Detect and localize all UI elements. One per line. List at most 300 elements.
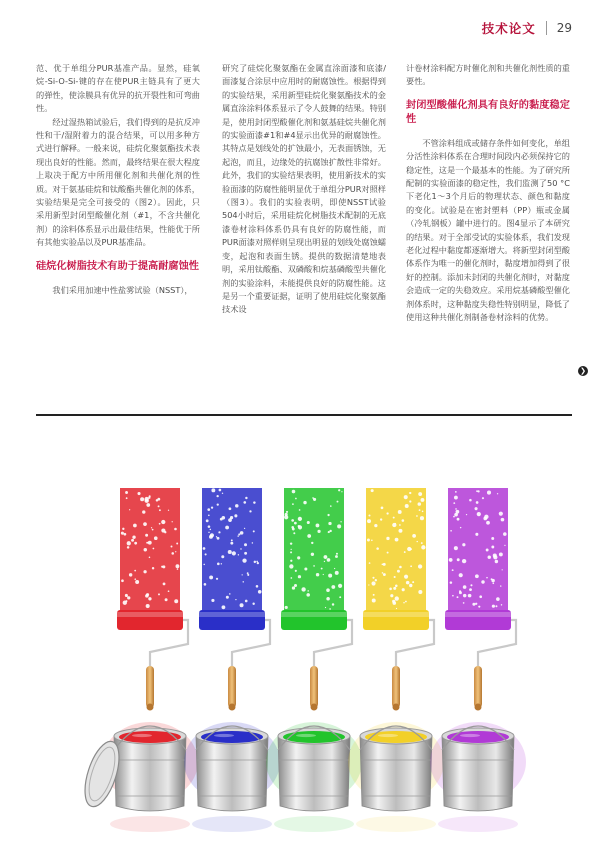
paint-speckle [317,530,320,533]
paint-speckle [229,507,232,510]
paint-rollers-photo [0,440,600,849]
paint-speckle [235,504,238,507]
paint-speckle [127,596,130,599]
paint-speckle [367,519,371,523]
paint-speckle [149,557,151,559]
paint-speckle [143,522,147,526]
paint-speckle [487,491,491,495]
paint-speckle [228,550,232,554]
paint-speckle [311,542,313,544]
column-2 [222,62,386,317]
paint-speckle [242,558,246,562]
paint-speckle [240,603,244,607]
paint-speckle [404,551,406,553]
paint-speckle [341,491,342,492]
paint-speckle [291,519,294,522]
paint-speckle [455,508,457,510]
paint-speckle [475,603,477,605]
paint-speckle [242,574,243,575]
paint-speckle [403,602,404,603]
paint-speckle [146,542,148,544]
paint-speckle [502,569,503,570]
paint-speckle [294,584,297,587]
paint-speckle [125,594,128,597]
paint-speckle [418,564,422,568]
paint-speckle [409,500,411,502]
paint-can [442,736,514,811]
handle-end [311,704,318,711]
paint-speckle [135,580,139,584]
paint-speckle [316,524,320,528]
paint-speckle [472,603,475,606]
paint-speckle [491,546,494,549]
paint-streak [284,488,344,612]
paint-speckle [245,600,248,603]
paint-speckle [129,509,130,510]
paint-speckle [327,514,329,516]
paint-speckle [299,509,301,511]
paint-speckle [291,549,292,550]
paint-speckle [222,493,223,494]
paint-speckle [327,558,331,562]
paint-speckle [392,600,395,603]
paint-speckle [172,521,173,522]
paint-speckle [208,514,210,516]
paint-speckle [230,542,233,545]
paint-shine [296,734,316,737]
paint-speckle [171,552,174,555]
header-divider [546,21,547,35]
paint-speckle [386,512,388,514]
paint-speckle [371,540,373,542]
paint-illustration [0,440,600,849]
paint-speckle [211,599,214,602]
paint-speckle [311,553,314,556]
paint-speckle [338,489,340,491]
paint-speckle [337,524,341,528]
paint-speckle [240,548,241,549]
paint-speckle [221,555,224,558]
paint-speckle [381,506,384,509]
paint-speckle [493,553,497,557]
paint-speckle [469,588,472,591]
paint-speckle [383,573,386,576]
paint-speckle [290,542,292,544]
paint-speckle [382,572,384,574]
paint-speckle [142,510,145,513]
paint-speckle [146,604,150,608]
paint-speckle [121,532,124,535]
paint-speckle [204,583,207,586]
paint-speckle [404,575,408,579]
paint-speckle [450,530,452,532]
paint-speckle [216,495,218,497]
roller-green [266,488,362,832]
paint-speckle [171,546,173,548]
paint-speckle [140,497,144,501]
paint-speckle [463,594,466,597]
paint-speckle [462,543,465,546]
roller-highlight [363,612,429,617]
roller-highlight [445,612,511,617]
paint-speckle [398,529,402,533]
paint-speckle [371,489,374,492]
paint-speckle [316,573,319,576]
floor-reflection [438,816,518,832]
paint-speckle [469,499,472,502]
paint-speckle [313,565,315,567]
paint-speckle [134,570,136,572]
paint-speckle [376,547,379,550]
paint-speckle [298,575,301,578]
paint-speckle [492,605,495,608]
paint-speckle [152,567,154,569]
paint-speckle [457,596,459,598]
paint-speckle [253,501,255,503]
paint-shine [378,734,398,737]
paint-speckle [148,541,152,545]
paint-speckle [209,575,213,579]
paint-speckle [218,531,220,533]
paint-speckle [176,543,178,545]
paint-speckle [475,507,478,510]
roller-handle [392,666,400,708]
paint-speckle [216,536,217,537]
paint-speckle [367,539,370,542]
paint-speckle [284,515,288,519]
paint-speckle [222,605,226,609]
column-1 [36,62,200,297]
roller-handle [228,666,236,708]
paint-speckle [174,528,177,531]
paint-speckle [208,532,209,533]
paint-speckle [460,527,461,528]
paint-speckle [298,517,302,521]
paint-speckle [207,508,210,511]
paint-speckle [337,501,339,503]
paint-speckle [405,601,407,603]
can-paint [119,731,181,743]
paint-speckle [402,588,405,591]
paint-speckle [161,528,165,532]
paint-speckle [491,578,493,580]
paint-speckle [462,559,466,563]
paint-speckle [154,536,158,540]
paint-speckle [399,524,401,526]
paint-speckle [387,552,389,554]
paint-speckle [496,597,500,601]
paint-speckle [459,573,463,577]
paint-speckle [177,568,179,570]
paint-speckle [121,579,124,582]
paint-speckle [126,497,128,499]
paint-speckle [168,590,170,592]
paint-speckle [395,538,399,542]
paint-speckle [412,534,416,538]
paint-speckle [292,490,296,494]
paint-speckle [419,509,421,511]
paint-speckle [421,545,425,549]
floor-reflection [110,816,190,832]
paint-speckle [256,585,259,588]
paint-speckle [459,591,462,594]
paint-speckle [143,570,146,573]
floor-reflection [356,816,436,832]
paint-speckle [211,488,215,492]
paint-speckle [397,570,400,573]
paint-speckle [307,590,309,592]
paint-speckle [495,560,498,563]
roller-highlight [117,612,183,617]
paint-speckle [457,558,460,561]
paint-speckle [146,503,150,507]
paint-speckle [144,497,148,501]
paint-speckle [125,491,128,494]
paint-speckle [206,519,209,522]
floor-reflection [192,816,272,832]
paint-speckle [331,585,335,589]
paint-speckle [295,570,297,572]
paint-speckle [124,533,127,536]
paint-speckle [237,535,238,536]
paint-speckle [389,588,392,591]
paint-speckle [152,529,154,531]
paint-speckle [421,498,425,502]
paint-speckle [466,514,467,515]
paint-speckle [298,525,302,529]
paint-speckle [304,567,307,570]
paint-can [360,736,432,811]
paint-speckle [244,543,247,546]
paint-speckle [148,597,151,600]
paint-speckle [158,505,160,507]
paint-speckle [216,578,218,580]
paint-speckle [373,594,375,596]
paint-speckle [449,558,453,562]
paint-shine [132,734,152,737]
paint-speckle [501,604,502,605]
paint-shine [214,734,234,737]
paint-speckle [247,572,249,574]
paint-speckle [134,578,136,580]
handle-end [229,704,236,711]
paint-speckle [330,505,332,507]
paint-speckle [486,577,488,579]
roller-red [102,488,198,832]
paint-speckle [386,537,389,540]
paint-speckle [375,579,377,581]
paint-shine [460,734,480,737]
paint-speckle [393,587,396,590]
paint-speckle [326,588,330,592]
paint-speckle [133,524,137,528]
paint-speckle [369,562,371,564]
paint-speckle [325,607,326,608]
paint-speckle [454,496,458,500]
roller-yellow [348,488,444,832]
paint-speckle [453,516,455,518]
paint-speckle [165,598,168,601]
paint-speckle [328,531,330,533]
roller-blue [184,488,280,832]
paint-streak [448,488,508,612]
paint-speckle [252,603,254,605]
paint-speckle [295,498,297,500]
paint-speckle [226,596,229,599]
paint-speckle [339,596,341,598]
paint-speckle [421,542,423,544]
paint-speckle [503,532,507,536]
paint-speckle [492,582,494,584]
paint-speckle [168,510,169,511]
can-paint [201,731,263,743]
paint-speckle [329,608,331,610]
paint-speckle [159,509,161,511]
paint-speckle [404,495,408,499]
paint-speckle [501,518,505,522]
paint-speckle [328,522,331,525]
paint-streak [202,488,262,612]
paint-speckle [292,503,294,505]
paint-speckle [456,510,460,514]
paint-speckle [405,504,409,508]
section-rule [36,414,572,416]
col3-paragraph-2: 不管涂料组成或储存条件如何变化，单组分活性涂料体系在合理时间段内必须保持它的稳定性，这是一个最基本的性能。为了研究所配制的实验面漆的稳定性，我们监测了50 °C下老化1～3个月后的物理状态、颜色和黏度的变化。试验是在密封塑料（PP）瓶或金属（冷轧钢板）罐中进行的。图4显示了本研究的结果。对于全部受试的实验体系，我们发现老化过程中黏度都逐渐增大。将新型封闭型酸体系作为唯一的催化剂时，黏度增加得到了很好的控制。添加未封闭的共催化剂时，对黏度会造成一定的失稳效应。采用烷基磷酸型催化剂体系时，这种黏度失稳性特别明显，降低了使用这种共催化剂制备卷材涂料的优势。 [406,137,570,323]
can-paint [365,731,427,743]
paint-speckle [290,577,292,579]
paint-can [114,736,186,811]
column-3 [406,62,570,325]
paint-speckle [395,585,398,588]
paint-speckle [228,518,232,522]
paint-speckle [258,590,262,594]
continue-arrow-icon: ❯ [578,366,588,376]
paint-speckle [254,561,256,563]
col2-paragraph-1: 研究了硅烷化聚氨酯在金属直涂面漆和底漆/面漆复合涂层中应用时的耐腐蚀性。根据得到的实验结果，采用新型硅烷化聚氨酯技术的金属直涂涂料体系显示了令人鼓舞的结果。特别是，使用封闭型酸催化剂和氨基硅烷共催化剂的实验面漆#1和#4显示出优异的耐腐蚀性。其特点是划线处的扩蚀最小，无表面锈蚀，无起泡，而且，边缘处的抗腐蚀扩散性非常好。此外，我们的实验结果表明，使用新技术的实验面漆的防腐性能明显优于单组分PUR对照样（图3）。我们的实验表明，即使NSST试验504小时后，采用硅烷化树脂技术配制的无底漆卷材涂料体系仍具有良好的防腐性能，而PUR面漆对照样则呈现出明显的划线处腐蚀蠕变，起泡和表面生锈。提供的数据清楚地表明，采用钛酸酯、双磷酸和烷基磷酸型共催化剂的实验涂料，未能提供良好的防腐性能。这是另一个重要证据，证明了使用硅烷化聚氨酯技术设 [222,63,386,315]
paint-speckle [495,605,497,607]
paint-speckle [232,551,236,555]
paint-speckle [127,541,131,545]
handle-end [475,704,482,711]
paint-speckle [395,596,399,600]
page-number: 29 [556,21,572,35]
paint-speckle [253,530,255,532]
paint-can [196,736,268,811]
paint-speckle [291,526,294,529]
paint-speckle [463,602,465,604]
paint-speckle [382,564,384,566]
paint-speckle [488,555,491,558]
paint-speckle [307,534,311,538]
paint-speckle [478,606,480,608]
paint-speckle [402,519,405,522]
paint-speckle [175,551,176,552]
paint-speckle [380,518,382,520]
paint-speckle [416,515,418,517]
can-paint [283,731,345,743]
paint-speckle [470,584,472,586]
paint-speckle [396,608,397,609]
col3-heading: 封闭型酸催化剂具有良好的黏度稳定性 [406,99,570,125]
paint-speckle [463,585,467,589]
paint-speckle [321,568,323,570]
paint-speckle [176,564,180,568]
handle-end [393,704,400,711]
paint-speckle [257,562,259,564]
paint-speckle [145,594,149,598]
paint-speckle [372,577,374,579]
paint-speckle [399,566,402,569]
paint-speckle [161,566,163,568]
paint-speckle [134,542,137,545]
paint-speckle [422,511,424,513]
paint-speckle [323,574,324,575]
paint-speckle [486,521,490,525]
paint-speckle [372,599,376,603]
paint-speckle [482,497,484,499]
paint-speckle [127,546,130,549]
paint-speckle [294,522,297,525]
paint-speckle [290,560,292,562]
paint-speckle [137,492,140,495]
paint-speckle [307,521,310,524]
paint-speckle [306,593,310,597]
paint-speckle [210,529,212,531]
paint-speckle [335,555,338,558]
roller-handle [146,666,154,708]
paint-speckle [504,545,505,546]
paint-speckle [286,511,288,513]
paint-speckle [289,564,293,568]
paint-speckle [285,606,288,609]
paint-speckle [326,597,330,601]
paint-speckle [324,555,328,559]
paint-speckle [221,563,222,564]
paint-speckle [450,581,453,584]
paint-speckle [129,573,132,576]
paint-speckle [238,554,239,555]
paint-speckle [334,568,335,569]
paint-speckle [477,512,481,516]
paint-speckle [203,547,206,550]
paint-speckle [156,499,158,501]
paint-speckle [338,584,342,588]
paint-speckle [418,590,422,594]
col3-paragraph-1: 计卷材涂料配方时催化剂和共催化剂性质的重要性。 [406,63,570,87]
paint-speckle [368,514,370,516]
paint-speckle [412,581,414,583]
paint-speckle [245,497,247,499]
paint-speckle [455,491,457,493]
paint-speckle [374,524,377,527]
can-paint [447,731,509,743]
col1-paragraph-3: 我们采用加速中性盐雾试验（NSST）， [52,284,193,295]
paint-speckle [297,556,300,559]
paint-speckle [244,528,245,529]
roller-highlight [281,612,347,617]
paint-speckle [249,510,251,512]
paint-speckle [336,553,338,555]
paint-speckle [393,517,395,519]
paint-speckle [395,523,396,524]
paint-speckle [203,564,205,566]
paint-speckle [219,489,222,492]
paint-speckle [479,595,482,598]
paint-speckle [457,518,460,521]
paint-speckle [394,576,396,578]
paint-speckle [420,516,424,520]
paint-speckle [301,587,305,591]
